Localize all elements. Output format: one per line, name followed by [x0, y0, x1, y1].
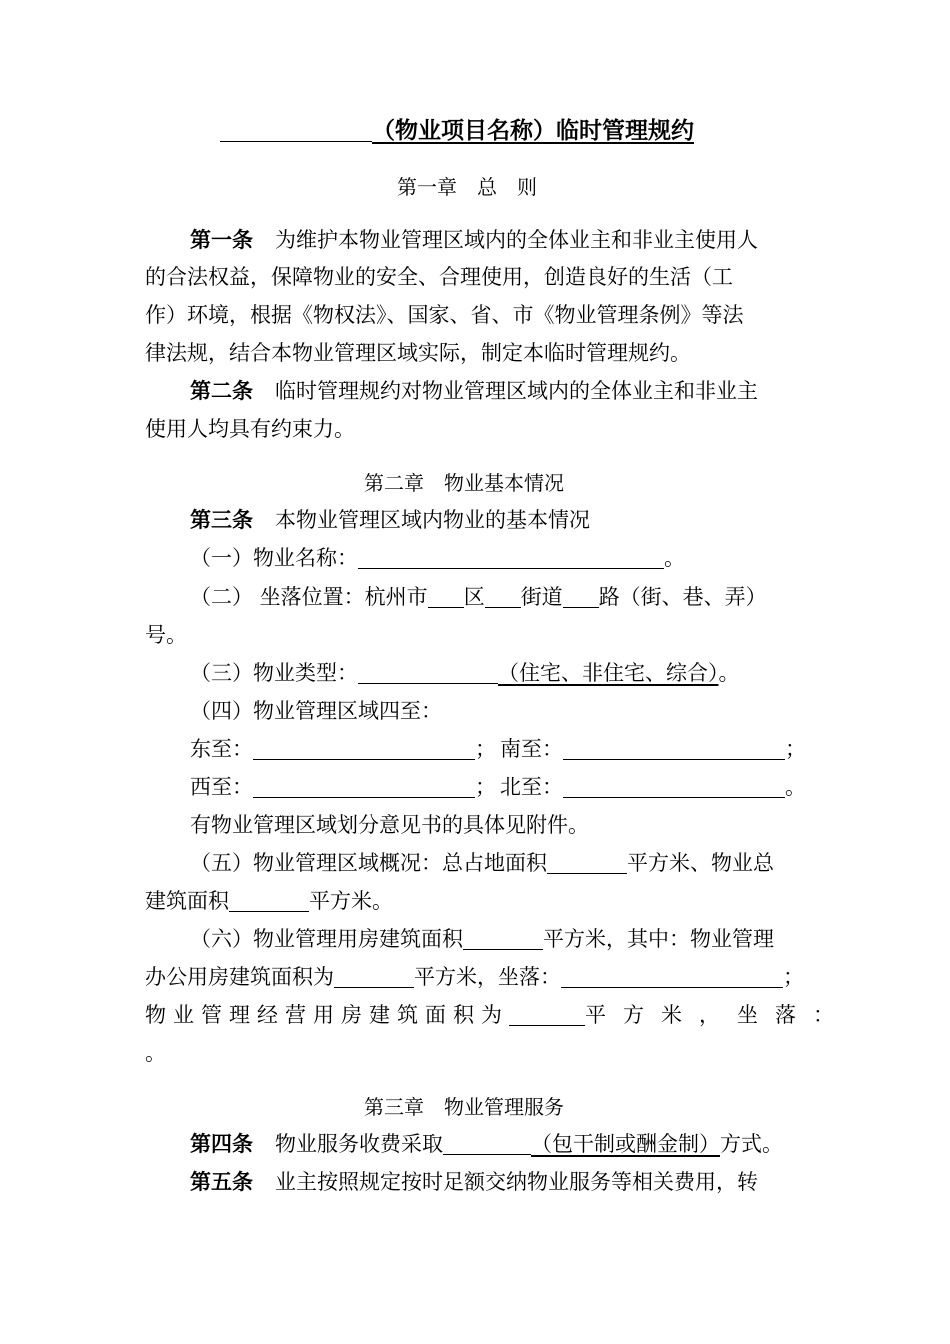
office-area-blank [334, 965, 414, 988]
business-location-label: 平方米，坐落： [585, 1003, 851, 1027]
item-6-line-1 [190, 925, 774, 953]
item-3-suffix: 。 [718, 661, 740, 685]
item-3-label: （三）物业类型： [190, 661, 358, 685]
south-label: 南至： [500, 737, 563, 761]
west-label: 西至： [190, 775, 253, 799]
street-text: 街道 [520, 585, 563, 609]
land-area-blank [547, 851, 627, 874]
article-5-line-1 [190, 1168, 758, 1196]
fee-method-blank [443, 1132, 531, 1155]
item-5-line-1 [190, 849, 774, 877]
item-5-line-2-suffix: 平方米。 [309, 889, 393, 913]
item-5-line-2 [145, 887, 393, 915]
type-options: （住宅、非住宅、综合） [498, 661, 719, 685]
article-4-prefix: 物业服务收费采取 [275, 1132, 443, 1156]
business-area-blank [509, 1003, 585, 1026]
street-blank [485, 585, 521, 608]
property-name-blank [358, 546, 664, 569]
item-5-mid: 平方米、物业总 [627, 851, 774, 875]
item-2-location [190, 583, 767, 611]
item-2-label: （二） 坐落位置：杭州市 [190, 585, 428, 609]
article-4-label: 第四条 [190, 1132, 253, 1156]
article-1-line-4: 律法规，结合本物业管理区域实际，制定本临时管理规约。 [145, 341, 691, 365]
annex-note: 有物业管理区域划分意见书的具体见附件。 [190, 813, 589, 837]
project-name-blank [220, 119, 372, 142]
item-1-suffix: 。 [664, 546, 685, 570]
article-2-label: 第二条 [190, 379, 253, 403]
article-4-suffix: 方式。 [720, 1132, 783, 1156]
south-separator: ； [785, 737, 806, 761]
chapter-2-heading: 第二章 物业基本情况 [364, 471, 564, 495]
north-blank [563, 775, 785, 798]
road-text: 路（街、巷、弄） [598, 585, 767, 609]
office-area-label: 办公用房建筑面积为 [145, 965, 334, 989]
article-3-label: 第三条 [190, 508, 253, 532]
document-title [220, 117, 694, 145]
boundary-row-2 [190, 773, 806, 801]
office-location-label: 平方米，坐落： [414, 965, 561, 989]
west-separator: ； [475, 775, 496, 799]
article-1-line-2: 的合法权益，保障物业的安全、合理使用，创造良好的生活（工 [145, 265, 733, 289]
chapter-1-heading: 第一章 总 则 [397, 175, 537, 199]
title-text: （物业项目名称）临时管理规约 [372, 118, 694, 144]
district-text: 区 [463, 585, 485, 609]
east-separator: ； [475, 737, 496, 761]
fee-method-options: （包干制或酬金制） [531, 1132, 720, 1156]
item-3-type [190, 659, 740, 687]
boundary-row-1 [190, 735, 806, 763]
article-3-line [190, 506, 590, 534]
article-2-line-1 [190, 377, 758, 405]
item-6-line-3 [145, 1001, 851, 1029]
building-area-blank [229, 889, 309, 912]
east-label: 东至： [190, 737, 253, 761]
article-2-text-1: 临时管理规约对物业管理区域内的全体业主和非业主 [275, 379, 758, 403]
item-6-mid: 平方米，其中：物业管理 [543, 927, 774, 951]
article-1-line-3: 作）环境，根据《物权法》、国家、省、市《物业管理条例》等法 [145, 303, 744, 327]
article-4-line [190, 1130, 783, 1158]
item-5-line-2-label: 建筑面积 [145, 889, 229, 913]
business-area-label: 物业管理经营用房建筑面积为 [145, 1003, 509, 1027]
article-1-label: 第一条 [190, 228, 253, 252]
district-blank [428, 585, 464, 608]
road-blank [563, 585, 599, 608]
item-4-boundaries: （四）物业管理区域四至： [190, 699, 442, 723]
north-terminator: 。 [785, 775, 806, 799]
office-location-suffix: ； [783, 965, 804, 989]
item-1-label: （一）物业名称： [190, 546, 358, 570]
south-blank [563, 737, 785, 760]
west-blank [253, 775, 475, 798]
article-5-text: 业主按照规定按时足额交纳物业服务等相关费用，转 [275, 1170, 758, 1194]
item-6-line-2 [145, 963, 804, 991]
east-blank [253, 737, 475, 760]
item-1-property-name [190, 544, 685, 572]
article-1-text-1: 为维护本物业管理区域内的全体业主和非业主使用人 [275, 228, 758, 252]
mgmt-room-area-blank [463, 927, 543, 950]
item-2-number: 号。 [145, 623, 187, 647]
item-5-label: （五）物业管理区域概况：总占地面积 [190, 851, 547, 875]
chapter-3-heading: 第三章 物业管理服务 [364, 1095, 564, 1119]
article-1-line-1 [190, 226, 758, 254]
north-label: 北至： [500, 775, 563, 799]
article-5-label: 第五条 [190, 1170, 253, 1194]
article-3-text: 本物业管理区域内物业的基本情况 [275, 508, 590, 532]
article-2-line-2: 使用人均具有约束力。 [145, 417, 355, 441]
item-6-line-4: 。 [145, 1041, 166, 1065]
office-location-blank [561, 965, 783, 988]
type-blank [358, 661, 498, 684]
item-6-label: （六）物业管理用房建筑面积 [190, 927, 463, 951]
